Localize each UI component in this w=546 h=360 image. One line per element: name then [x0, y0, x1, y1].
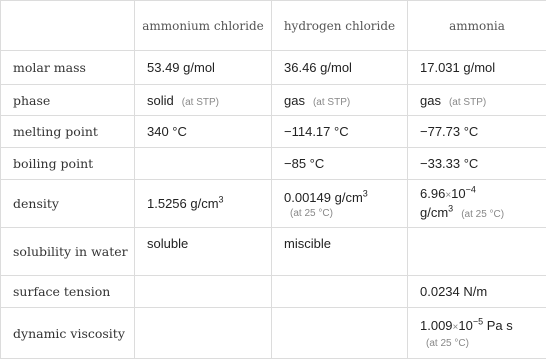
cell-value: 53.49 g/mol: [147, 60, 215, 75]
cell-note: (at 25 °C): [461, 208, 505, 220]
header-ammonium-chloride: ammonium chloride: [135, 1, 272, 51]
row-dynamic-viscosity: [1, 308, 546, 359]
cell-base: 10: [458, 318, 473, 333]
power-exponent: −4: [465, 184, 476, 195]
cell-value: 36.46 g/mol: [284, 60, 352, 75]
row-label: solubility in water: [1, 228, 135, 276]
times-sign: ×: [445, 189, 452, 201]
cell-hydrogen-chloride: [272, 308, 408, 359]
row-label: molar mass: [1, 51, 135, 85]
row-label: surface tension: [1, 276, 135, 308]
cell-ammonium-chloride: [135, 276, 272, 308]
cell-value: gas: [420, 92, 441, 108]
cell-unit: Pa s: [486, 318, 513, 333]
times-sign: ×: [452, 322, 459, 333]
row-label: phase: [1, 85, 135, 116]
cell-ammonia: [408, 276, 546, 308]
cell-note: (at 25 °C): [426, 338, 469, 349]
cell-value: gas: [284, 92, 305, 108]
row-label: density: [1, 180, 135, 228]
cell-ammonia: [408, 228, 546, 276]
cell-base: 10: [451, 185, 466, 201]
row-molar-mass: [1, 51, 546, 85]
cell-hydrogen-chloride: [272, 148, 408, 180]
cell-note: (at STP): [448, 96, 487, 108]
cell-mantissa: 6.96: [420, 185, 446, 201]
header-hydrogen-chloride: hydrogen chloride: [272, 1, 408, 51]
header-cell-empty: [1, 1, 135, 51]
cell-value: −77.73 °C: [420, 124, 479, 139]
cell-value: 0.00149 g/cm: [284, 189, 363, 205]
cell-value: solid: [147, 92, 174, 108]
row-solubility-in-water: [1, 228, 546, 276]
cell-ammonium-chloride: [135, 51, 272, 85]
cell-ammonium-chloride: [135, 228, 272, 276]
cell-ammonium-chloride: [135, 180, 272, 228]
power-exponent: −5: [472, 316, 484, 327]
cell-ammonium-chloride: [135, 148, 272, 180]
cell-hydrogen-chloride: [272, 85, 408, 116]
cell-hydrogen-chloride: [272, 180, 408, 228]
cell-hydrogen-chloride: [272, 276, 408, 308]
cell-unit: g/cm: [420, 204, 449, 220]
cell-value: 340 °C: [147, 124, 187, 139]
cell-ammonium-chloride: [135, 308, 272, 359]
cell-ammonia: [408, 308, 546, 359]
cell-ammonium-chloride: [135, 116, 272, 148]
cell-ammonia: [408, 148, 546, 180]
cell-value: −33.33 °C: [420, 156, 479, 171]
row-label: boiling point: [1, 148, 135, 180]
header-row: [1, 1, 546, 51]
row-melting-point: [1, 116, 546, 148]
cell-value: soluble: [147, 236, 189, 251]
cell-value: 0.0234 N/m: [420, 284, 488, 299]
cell-hydrogen-chloride: [272, 116, 408, 148]
cell-value: −85 °C: [284, 156, 325, 171]
row-surface-tension: [1, 276, 546, 308]
header-ammonia: ammonia: [408, 1, 546, 51]
cell-hydrogen-chloride: [272, 228, 408, 276]
row-boiling-point: [1, 148, 546, 180]
row-label: dynamic viscosity: [1, 308, 135, 359]
cell-note: (at STP): [312, 96, 351, 108]
cell-value: −114.17 °C: [284, 124, 349, 139]
cell-note: (at STP): [181, 96, 219, 108]
cell-value: 1.5256 g/cm: [147, 196, 219, 211]
cell-note: (at 25 °C): [290, 207, 333, 219]
unit-exponent: 3: [362, 188, 368, 199]
cell-hydrogen-chloride: [272, 51, 408, 85]
cell-ammonia: [408, 51, 546, 85]
cell-ammonia: [408, 180, 546, 228]
unit-exponent: 3: [218, 194, 224, 205]
cell-ammonia: [408, 116, 546, 148]
row-phase: [1, 85, 546, 116]
cell-mantissa: 1.009: [420, 318, 453, 333]
cell-value: miscible: [284, 236, 331, 251]
cell-ammonium-chloride: [135, 85, 272, 116]
row-label: melting point: [1, 116, 135, 148]
unit-exponent: 3: [448, 203, 454, 214]
cell-ammonia: [408, 85, 546, 116]
cell-value: 17.031 g/mol: [420, 60, 496, 75]
row-density: [1, 180, 546, 228]
